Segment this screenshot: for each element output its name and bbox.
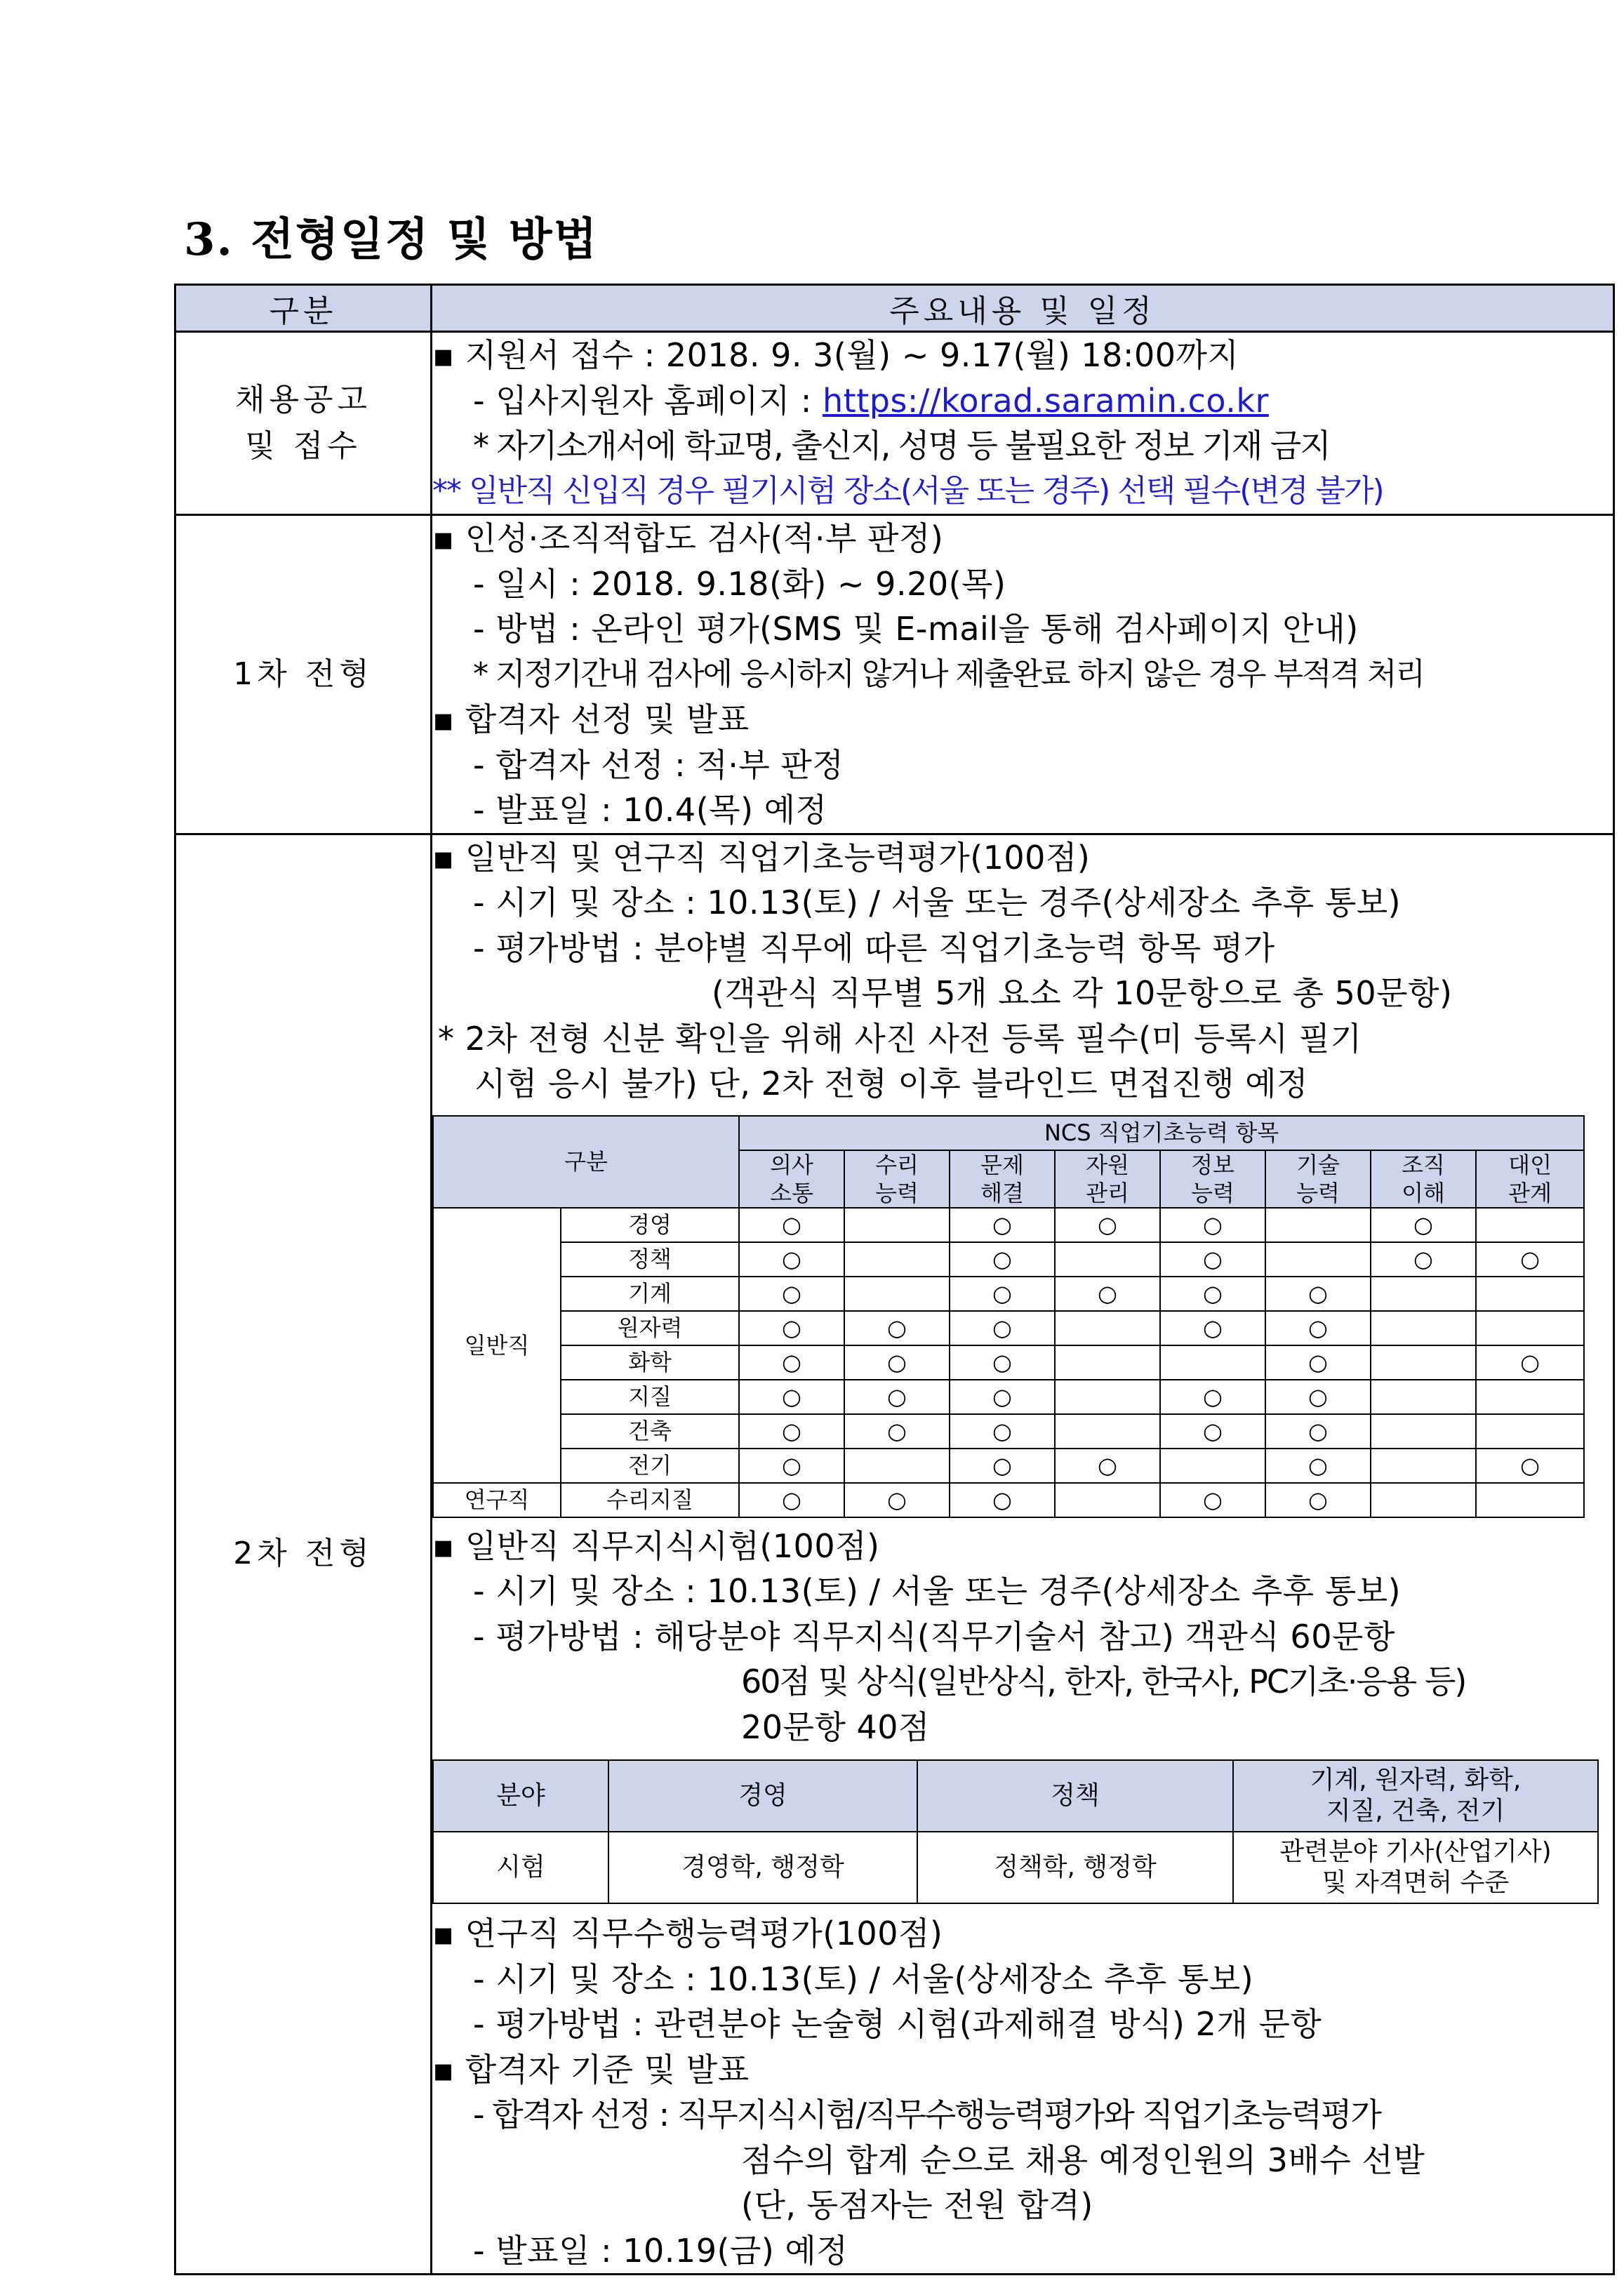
content-line: 20문항 40점: [741, 1707, 930, 1746]
content-line: - 방법 : 온라인 평가(SMS 및 E-mail을 통해 검사페이지 안내): [473, 610, 1359, 648]
ncs-cell: [1371, 1208, 1476, 1242]
ncs-competency-label: 정보: [1191, 1151, 1234, 1178]
content-line: - 평가방법 : 해당분야 직무지식(직무기술서 참고) 객관식 60문항: [473, 1617, 1395, 1656]
ncs-field: 전기: [561, 1449, 739, 1483]
circle-mark-icon: ○: [782, 1314, 801, 1341]
notice-line: ** 일반직 신입직 경우 필기시험 장소(서울 또는 경주) 선택 필수(변경 불가): [432, 472, 1383, 509]
ncs-cell: [1055, 1414, 1160, 1449]
content-line: 점수의 합계 순으로 채용 예정인원의 3배수 선발: [741, 2141, 1425, 2179]
ncs-competency-5: [1265, 1150, 1371, 1208]
ncs-cell: [950, 1414, 1055, 1449]
circle-mark-icon: ○: [1520, 1349, 1540, 1376]
circle-mark-icon: ○: [1098, 1452, 1117, 1479]
circle-mark-icon: ○: [887, 1486, 907, 1513]
circle-mark-icon: ○: [1098, 1280, 1117, 1307]
content-line: - 발표일 : 10.4(목) 예정: [473, 791, 827, 829]
circle-mark-icon: ○: [782, 1246, 801, 1272]
circle-mark-icon: ○: [992, 1418, 1012, 1444]
exam-header-field: 분야: [433, 1760, 608, 1832]
content-line: - 시기 및 장소 : 10.13(토) / 서울 또는 경주(상세장소 추후 통보): [473, 1572, 1402, 1610]
ncs-cell: [1160, 1277, 1265, 1311]
header-content: 주요내용 및 일정: [432, 285, 1614, 332]
ncs-cell: [1476, 1345, 1584, 1380]
ncs-group-header: 구분: [433, 1116, 739, 1208]
ncs-row: [433, 1414, 1584, 1449]
ncs-cell: [844, 1414, 950, 1449]
ncs-field: 경영: [561, 1208, 739, 1242]
ncs-cell: [739, 1449, 844, 1483]
circle-mark-icon: ○: [887, 1383, 907, 1410]
ncs-cell: [1371, 1380, 1476, 1414]
row-content-application: [432, 332, 1614, 515]
ncs-competency-label: 자원: [1086, 1151, 1129, 1178]
ncs-cell: [1055, 1311, 1160, 1345]
circle-mark-icon: ○: [1308, 1452, 1328, 1479]
ncs-cell: [844, 1242, 950, 1277]
ncs-cell: [844, 1380, 950, 1414]
content-line: - 발표일 : 10.19(금) 예정: [473, 2231, 848, 2270]
row-first-stage: [175, 515, 1614, 834]
content-line: ▪ 인성·조직적합도 검사(적·부 판정): [432, 519, 944, 557]
ncs-field: 수리지질: [561, 1483, 739, 1517]
circle-mark-icon: ○: [1308, 1314, 1328, 1341]
exam-policy-subjects: 정책학, 행정학: [917, 1832, 1233, 1903]
ncs-cell: [1055, 1380, 1160, 1414]
content-line: - 시기 및 장소 : 10.13(토) / 서울 또는 경주(상세장소 추후 통보): [473, 884, 1402, 921]
content-line: (단, 동점자는 전원 합격): [741, 2186, 1093, 2224]
circle-mark-icon: ○: [1308, 1486, 1328, 1513]
content-line: ▪ 합격자 선정 및 발표: [432, 700, 750, 738]
ncs-cell: [1476, 1483, 1584, 1517]
ncs-cell: [844, 1449, 950, 1483]
ncs-cell: [950, 1208, 1055, 1242]
row-application: [175, 332, 1614, 515]
ncs-cell: [844, 1311, 950, 1345]
ncs-cell: [739, 1242, 844, 1277]
ncs-competency-label: 관리: [1086, 1179, 1129, 1206]
circle-mark-icon: ○: [1308, 1383, 1328, 1410]
ncs-cell: [1160, 1311, 1265, 1345]
ncs-cell: [1476, 1380, 1584, 1414]
section-title: 3. 전형일정 및 방법: [184, 213, 599, 266]
circle-mark-icon: ○: [782, 1280, 801, 1307]
header-row: [175, 285, 1614, 332]
ncs-cell: [1476, 1277, 1584, 1311]
ncs-competency-6: [1371, 1150, 1476, 1208]
content-line: ▪ 일반직 및 연구직 직업기초능력평가(100점): [432, 838, 1091, 877]
ncs-row: [433, 1242, 1584, 1277]
ncs-cell: [1371, 1242, 1476, 1277]
ncs-row: [433, 1483, 1584, 1517]
circle-mark-icon: ○: [782, 1418, 801, 1444]
circle-mark-icon: ○: [992, 1280, 1012, 1307]
ncs-cell: [739, 1311, 844, 1345]
content-line: * 지정기간내 검사에 응시하지 않거나 제출완료 하지 않은 경우 부적격 처리: [473, 655, 1424, 692]
ncs-competency-label: 소통: [770, 1179, 813, 1206]
ncs-competency-label: 이해: [1402, 1179, 1445, 1206]
content-line: - 평가방법 : 분야별 직무에 따른 직업기초능력 항목 평가: [473, 928, 1275, 967]
ncs-row: [433, 1380, 1584, 1414]
circle-mark-icon: ○: [782, 1383, 801, 1410]
ncs-field: 정책: [561, 1242, 739, 1277]
row-second-stage: [175, 834, 1614, 2275]
ncs-cell: [950, 1345, 1055, 1380]
ncs-cell: [1265, 1345, 1371, 1380]
exam-technical-subjects: [1233, 1832, 1598, 1903]
circle-mark-icon: ○: [1203, 1211, 1223, 1238]
ncs-competency-4: [1160, 1150, 1265, 1208]
ncs-competency-label: 문제: [980, 1151, 1024, 1178]
row-label-second-stage: 2차 전형: [175, 834, 432, 2275]
ncs-cell: [739, 1414, 844, 1449]
circle-mark-icon: ○: [992, 1486, 1012, 1513]
content-line: [432, 378, 1613, 424]
ncs-cell: [950, 1242, 1055, 1277]
ncs-cell: [1476, 1208, 1584, 1242]
circle-mark-icon: ○: [887, 1349, 907, 1376]
circle-mark-icon: ○: [782, 1349, 801, 1376]
ncs-competency-label: 기술: [1296, 1151, 1340, 1178]
exam-header-policy: 정책: [917, 1760, 1233, 1832]
circle-mark-icon: ○: [782, 1211, 801, 1238]
ncs-competency-2: [950, 1150, 1055, 1208]
ncs-cell: [1371, 1414, 1476, 1449]
ncs-cell: [1160, 1208, 1265, 1242]
ncs-field: 건축: [561, 1414, 739, 1449]
ncs-cell: [739, 1208, 844, 1242]
ncs-cell: [1371, 1277, 1476, 1311]
circle-mark-icon: ○: [1203, 1246, 1223, 1272]
homepage-link[interactable]: https://korad.saramin.co.kr: [823, 381, 1269, 420]
ncs-cell: [950, 1483, 1055, 1517]
content-line: * 자기소개서에 학교명, 출신지, 성명 등 불필요한 정보 기재 금지: [473, 427, 1330, 465]
ncs-field: 원자력: [561, 1311, 739, 1345]
ncs-competency-label: 능력: [1191, 1179, 1234, 1206]
header-category: 구분: [175, 285, 432, 332]
circle-mark-icon: ○: [992, 1349, 1012, 1376]
ncs-cell: [844, 1208, 950, 1242]
ncs-cell: [1265, 1449, 1371, 1483]
ncs-cell: [1371, 1311, 1476, 1345]
ncs-cell: [1476, 1449, 1584, 1483]
ncs-cell: [1160, 1414, 1265, 1449]
ncs-cell: [950, 1277, 1055, 1311]
ncs-field: 기계: [561, 1277, 739, 1311]
label-line: 채용공고: [234, 382, 371, 418]
ncs-competency-label: 능력: [875, 1179, 919, 1206]
circle-mark-icon: ○: [887, 1314, 907, 1341]
ncs-cell: [739, 1380, 844, 1414]
ncs-row: [433, 1277, 1584, 1311]
ncs-cell: [950, 1311, 1055, 1345]
content-line: ▪ 일반직 직무지식시험(100점): [432, 1526, 880, 1565]
row-content-first-stage: [432, 515, 1614, 834]
exam-header-technical-line: 지질, 건축, 전기: [1326, 1797, 1505, 1825]
circle-mark-icon: ○: [782, 1452, 801, 1479]
ncs-cell: [1160, 1483, 1265, 1517]
ncs-competency-label: 대인: [1508, 1151, 1552, 1178]
ncs-cell: [1055, 1483, 1160, 1517]
exam-header-technical-line: 기계, 원자력, 화학,: [1310, 1766, 1522, 1795]
ncs-competency-label: 해결: [980, 1179, 1024, 1206]
ncs-competency-label: 의사: [770, 1151, 813, 1178]
content-line: - 일시 : 2018. 9.18(화) ~ 9.20(목): [473, 564, 1006, 603]
content-line: - 시기 및 장소 : 10.13(토) / 서울(상세장소 추후 통보): [473, 1959, 1254, 1998]
content-line: ▪ 연구직 직무수행능력평가(100점): [432, 1915, 943, 1952]
content-line: * 2차 전형 신분 확인을 위해 사진 사전 등록 필수(미 등록시 필기: [438, 1019, 1362, 1058]
ncs-field: 지질: [561, 1380, 739, 1414]
ncs-cell: [950, 1449, 1055, 1483]
ncs-cell: [1160, 1380, 1265, 1414]
ncs-table: [432, 1115, 1585, 1518]
ncs-cell: [1371, 1345, 1476, 1380]
circle-mark-icon: ○: [1413, 1246, 1433, 1272]
circle-mark-icon: ○: [992, 1211, 1012, 1238]
ncs-competency-7: [1476, 1150, 1584, 1208]
homepage-label: - 입사지원자 홈페이지 :: [473, 381, 823, 420]
ncs-cell: [1476, 1311, 1584, 1345]
ncs-cell: [1160, 1242, 1265, 1277]
ncs-cell: [1265, 1208, 1371, 1242]
exam-management-subjects: 경영학, 행정학: [608, 1832, 917, 1903]
ncs-cell: [1265, 1380, 1371, 1414]
ncs-cell: [950, 1380, 1055, 1414]
exam-technical-line: 및 자격면허 수준: [1322, 1868, 1510, 1897]
content-line: - 합격자 선정 : 직무지식시험/직무수행능력평가와 직업기초능력평가: [473, 2096, 1380, 2133]
ncs-competency-label: 조직: [1402, 1151, 1445, 1178]
circle-mark-icon: ○: [1308, 1349, 1328, 1376]
content-line: ▪ 합격자 기준 및 발표: [432, 2050, 750, 2089]
row-label-application: [175, 332, 432, 515]
ncs-cell: [1055, 1277, 1160, 1311]
ncs-row: [433, 1311, 1584, 1345]
circle-mark-icon: ○: [1203, 1418, 1223, 1444]
exam-subject-table: [432, 1759, 1599, 1904]
exam-header-technical: [1233, 1760, 1598, 1832]
ncs-cell: [739, 1277, 844, 1311]
ncs-header: NCS 직업기초능력 항목: [739, 1116, 1584, 1150]
ncs-field: 화학: [561, 1345, 739, 1380]
ncs-cell: [844, 1345, 950, 1380]
ncs-cell: [1476, 1414, 1584, 1449]
circle-mark-icon: ○: [1413, 1211, 1433, 1238]
ncs-cell: [1055, 1449, 1160, 1483]
label-line: 및 접수: [245, 428, 361, 464]
content-line: 시험 응시 불가) 단, 2차 전형 이후 블라인드 면접진행 예정: [474, 1065, 1309, 1103]
ncs-competency-label: 관계: [1508, 1179, 1552, 1206]
circle-mark-icon: ○: [1203, 1280, 1223, 1307]
ncs-cell: [1160, 1449, 1265, 1483]
content-line: ▪ 지원서 접수 : 2018. 9. 3(월) ~ 9.17(월) 18:00까지: [432, 336, 1239, 374]
schedule-table: [174, 284, 1615, 2275]
ncs-row: [433, 1208, 1584, 1242]
ncs-cell: [739, 1483, 844, 1517]
row-content-second-stage: [432, 834, 1614, 2275]
circle-mark-icon: ○: [992, 1246, 1012, 1272]
circle-mark-icon: ○: [1520, 1246, 1540, 1272]
ncs-cell: [1371, 1449, 1476, 1483]
ncs-cell: [1265, 1483, 1371, 1517]
ncs-competency-label: 수리: [875, 1151, 919, 1178]
ncs-cell: [1265, 1242, 1371, 1277]
circle-mark-icon: ○: [992, 1314, 1012, 1341]
circle-mark-icon: ○: [992, 1383, 1012, 1410]
ncs-competency-1: [844, 1150, 950, 1208]
circle-mark-icon: ○: [1520, 1452, 1540, 1479]
ncs-competency-0: [739, 1150, 844, 1208]
ncs-category-general: 일반직: [433, 1208, 561, 1483]
content-line: - 평가방법 : 관련분야 논술형 시험(과제해결 방식) 2개 문항: [473, 2005, 1322, 2043]
exam-technical-line: 관련분야 기사(산업기사): [1279, 1837, 1552, 1866]
row-label-first-stage: 1차 전형: [175, 515, 432, 834]
ncs-cell: [1055, 1208, 1160, 1242]
content-line: 60점 및 상식(일반상식, 한자, 한국사, PC기초·응용 등): [741, 1663, 1466, 1700]
circle-mark-icon: ○: [992, 1452, 1012, 1479]
ncs-row: [433, 1449, 1584, 1483]
ncs-cell: [844, 1483, 950, 1517]
ncs-cell: [739, 1345, 844, 1380]
circle-mark-icon: ○: [1098, 1211, 1117, 1238]
circle-mark-icon: ○: [1203, 1314, 1223, 1341]
ncs-cell: [1371, 1483, 1476, 1517]
ncs-cell: [1160, 1345, 1265, 1380]
circle-mark-icon: ○: [782, 1486, 801, 1513]
ncs-cell: [844, 1277, 950, 1311]
ncs-cell: [1055, 1242, 1160, 1277]
circle-mark-icon: ○: [1308, 1418, 1328, 1444]
ncs-cell: [1265, 1277, 1371, 1311]
ncs-cell: [1265, 1414, 1371, 1449]
ncs-category-research: 연구직: [433, 1483, 561, 1517]
ncs-competency-3: [1055, 1150, 1160, 1208]
ncs-cell: [1476, 1242, 1584, 1277]
circle-mark-icon: ○: [1203, 1383, 1223, 1410]
circle-mark-icon: ○: [1203, 1486, 1223, 1513]
exam-header-management: 경영: [608, 1760, 917, 1832]
content-line: - 합격자 선정 : 적·부 판정: [473, 745, 844, 784]
ncs-row: [433, 1345, 1584, 1380]
exam-row-label: 시험: [433, 1832, 608, 1903]
circle-mark-icon: ○: [887, 1418, 907, 1444]
content-line: (객관식 직무별 5개 요소 각 10문항으로 총 50문항): [712, 974, 1453, 1012]
ncs-cell: [1055, 1345, 1160, 1380]
ncs-cell: [1265, 1311, 1371, 1345]
circle-mark-icon: ○: [1308, 1280, 1328, 1307]
ncs-competency-label: 능력: [1296, 1179, 1340, 1206]
